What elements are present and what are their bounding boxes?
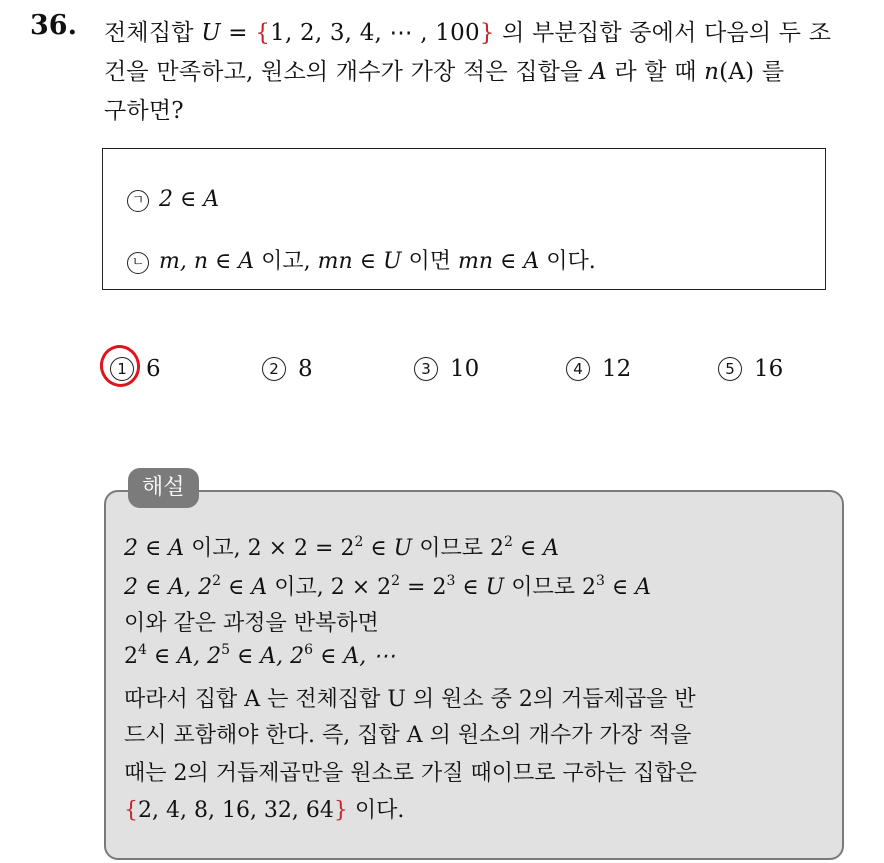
choice-marker: 2 — [262, 357, 286, 381]
solution-line-1: 2 ∈ A 이고, $2 \times 2 = 2^2$ ∈ U 이므로 $2^2$ ∈ A — [124, 534, 560, 561]
question-line-2: 건을 만족하고, 원소의 개수가 가장 적은 집합을 A 라 할 때 n(A) 를 — [104, 59, 785, 85]
choice-marker: 3 — [414, 357, 438, 381]
condition-1: ㄱ 2 ∈ A — [127, 187, 219, 212]
choice-value: 12 — [602, 356, 632, 382]
condition-2: ㄴ m, n ∈ A 이고, mn ∈ U 이면 mn ∈ A 이다. — [127, 244, 596, 275]
choice-4[interactable] — [566, 356, 631, 382]
answer-mark-circle — [95, 341, 145, 392]
choice-marker: 5 — [718, 357, 742, 381]
choice-5[interactable] — [718, 356, 783, 382]
choice-2[interactable] — [262, 356, 313, 382]
condition-marker-1: ㄱ — [127, 190, 149, 212]
choice-value: 10 — [450, 356, 480, 382]
choice-value: 6 — [146, 356, 161, 382]
question-number: 36. — [30, 10, 77, 41]
solution-tag: 해설 — [128, 468, 199, 508]
conditions-box — [102, 148, 826, 290]
choice-value: 16 — [754, 356, 784, 382]
question-line-1: 전체집합 U = {1, 2, 3, 4, ⋯ , 100} 의 부분집합 중에서 다음의 두 조 — [104, 20, 832, 46]
solution-line-4: $2^4$ ∈ A, $2^5$ ∈ A, $2^6$ ∈ A, ⋯ — [124, 642, 396, 669]
solution-line-6: 드시 포함해야 한다. 즉, 집합 A 의 원소의 개수가 가장 적을 — [124, 723, 692, 748]
condition-marker-2: ㄴ — [127, 252, 149, 274]
solution-line-7: 때는 2의 거듭제곱만을 원소로 가질 때이므로 구하는 집합은 — [124, 761, 697, 786]
solution-line-5: 따라서 집합 A 는 전체집합 U 의 원소 중 2의 거듭제곱을 반 — [124, 687, 696, 712]
choice-3[interactable] — [414, 356, 479, 382]
solution-line-2: 2 ∈ A, $2^2$ ∈ A 이고, $2 \times 2^2 = 2^3$ ∈ U 이므로 $2^3$ ∈ A — [124, 573, 652, 600]
question-line-3: 구하면? — [104, 98, 184, 124]
choice-value: 8 — [298, 356, 313, 382]
solution-line-3: 이와 같은 과정을 반복하면 — [124, 611, 379, 636]
solution-line-8: {2, 4, 8, 16, 32, 64} 이다. — [124, 798, 405, 823]
choice-marker: 1 — [110, 357, 134, 381]
choice-marker: 4 — [566, 357, 590, 381]
